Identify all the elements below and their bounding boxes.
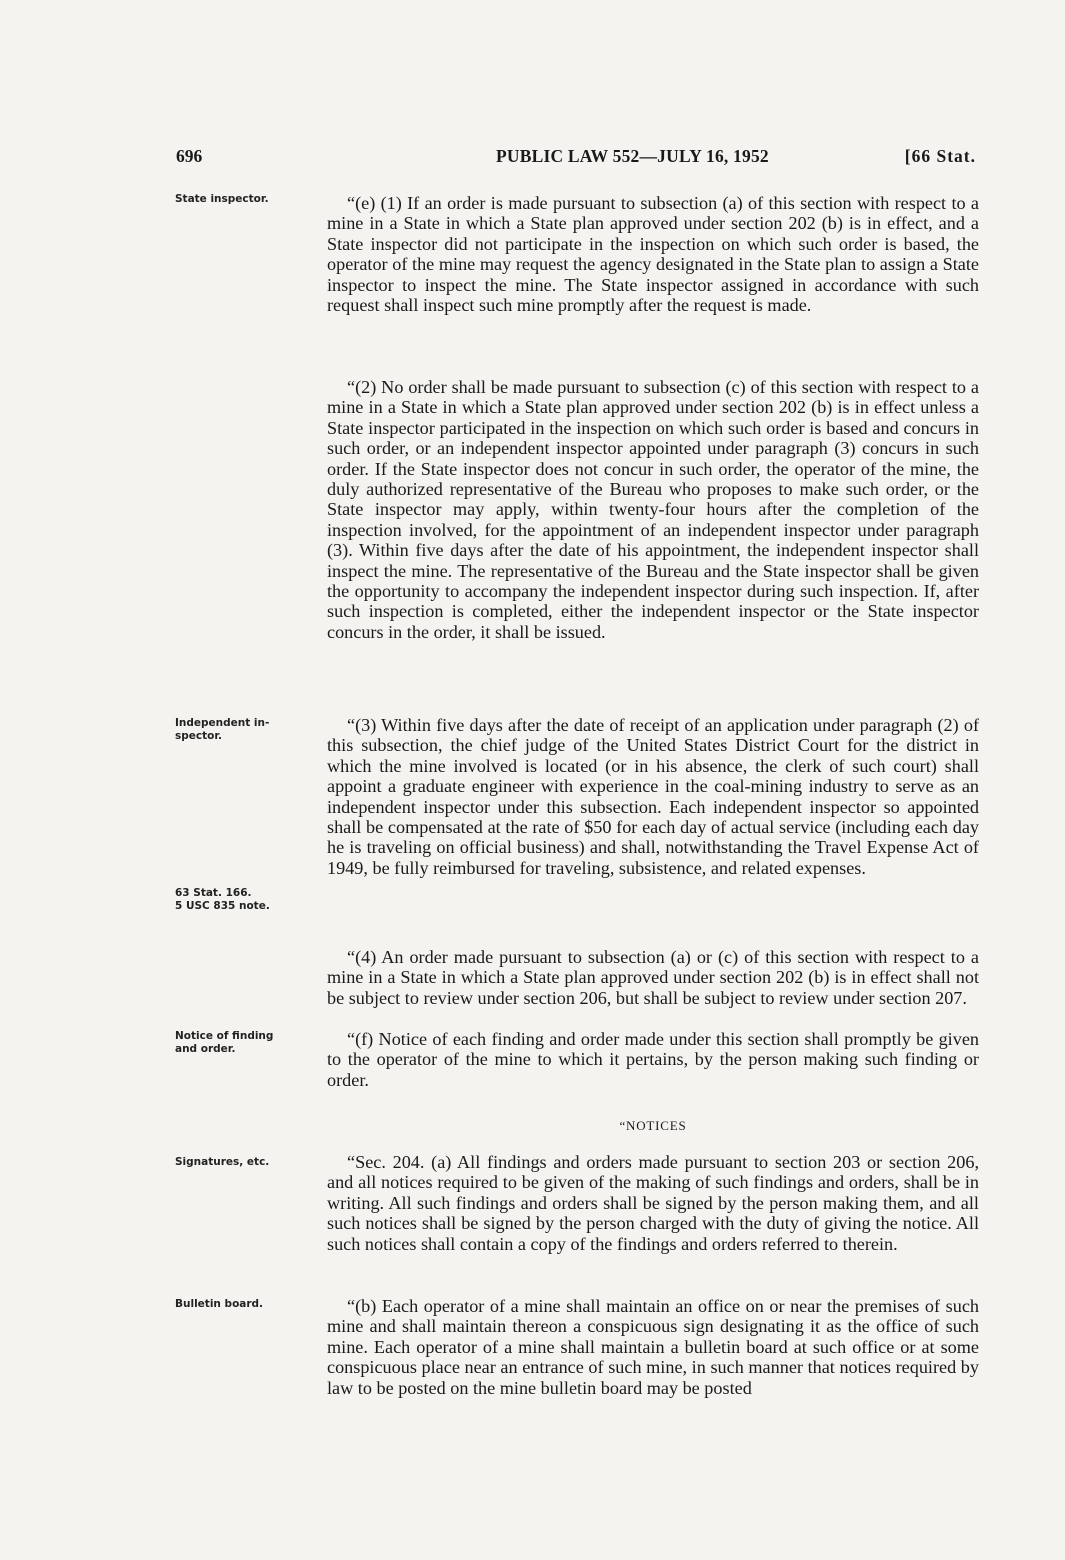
margin-note-notice-of-finding: Notice of finding and order. [175,1030,274,1055]
statute-reference: [66 Stat. [904,146,976,166]
section-heading-notices: “NOTICES [619,1118,687,1133]
margin-note-independent-inspector: Independent in- spector. [175,717,270,742]
paragraph-f: “(f) Notice of each finding and order made under this section shall promptly be given to the operator of the mine to which it pertains, by the person making such finding or order. [327,1029,979,1090]
running-title: PUBLIC LAW 552—JULY 16, 1952 [496,146,769,166]
margin-note-statute-citation: 63 Stat. 166. 5 USC 835 note. [175,887,270,912]
paragraph-sec204-a: “Sec. 204. (a) All findings and orders made pursuant to section 203 or section 206, and all notices required to be given of the making of such findings and orders, shall be in writing. All such findings and orders shall be signed by the person making them, and all such notices shall be signed by the person charged with the duty of giving the notice. All such notices shall contain a copy of the findings and orders referred to therein. [327,1152,979,1254]
paragraph-e1: “(e) (1) If an order is made pursuant to subsection (a) of this section with respect to a mine in a State in which a State plan approved under section 202 (b) is in effect, and a State inspector did not participate in the inspection on which such order is based, the operator of the mine may request the agency designated in the State plan to assign a State inspector to inspect the mine. The State inspector assigned in accordance with such request shall inspect such mine promptly after the request is made. [327,193,979,316]
margin-note-bulletin-board: Bulletin board. [175,1298,264,1310]
paragraph-e4: “(4) An order made pursuant to subsection (a) or (c) of this section with respect to a mine in a State in which a State plan approved under section 202 (b) is in effect shall not be subject to review under section 206, but shall be subject to review under section 207. [327,947,979,1008]
page-number: 696 [176,146,203,166]
margin-note-signatures: Signatures, etc. [175,1156,270,1168]
paragraph-sec204-b: “(b) Each operator of a mine shall maintain an office on or near the premises of such mine and shall maintain thereon a conspicuous sign designating it as the office of such mine. Each operator of a mine shall maintain a bulletin board at such office or at some conspicuous place near an entrance of such mine, in such manner that notices required by law to be posted on the mine bulletin board may be posted [327,1296,979,1398]
paragraph-e3: “(3) Within five days after the date of receipt of an application under paragraph (2) of this subsection, the chief judge of the United States District Court for the district in which the mine involved is located (or in his absence, the clerk of such court) shall appoint a graduate engineer with experience in the coal-mining industry to serve as an independent inspector under this subsection. Each independent inspector so appointed shall be compensated at the rate of $50 for each day of actual service (including each day he is traveling on official business) and shall, notwithstanding the Travel Expense Act of 1949, be fully reimbursed for traveling, subsistence, and related expenses. [327,715,979,878]
margin-note-state-inspector: State inspector. [175,193,269,205]
page-header [176,146,976,170]
paragraph-e2: “(2) No order shall be made pursuant to subsection (c) of this section with respect to a mine in a State in which a State plan approved under section 202 (b) is in effect unless a State inspector participated in the inspection on which such order is based and concurs in such order, or an independent inspector appointed under paragraph (3) concurs in such order. If the State inspector does not concur in such order, the operator of the mine, the duly authorized representative of the Bureau who proposes to make such order, or the State inspector may apply, within twenty-four hours after the completion of the inspection involved, for the appointment of an independent inspector under paragraph (3). Within five days after the date of his appointment, the independent inspector shall inspect the mine. The representative of the Bureau and the State inspector shall be given the opportunity to accompany the independent inspector during such inspection. If, after such inspection is completed, either the independent inspector or the State inspector concurs in the order, it shall be issued. [327,377,979,642]
